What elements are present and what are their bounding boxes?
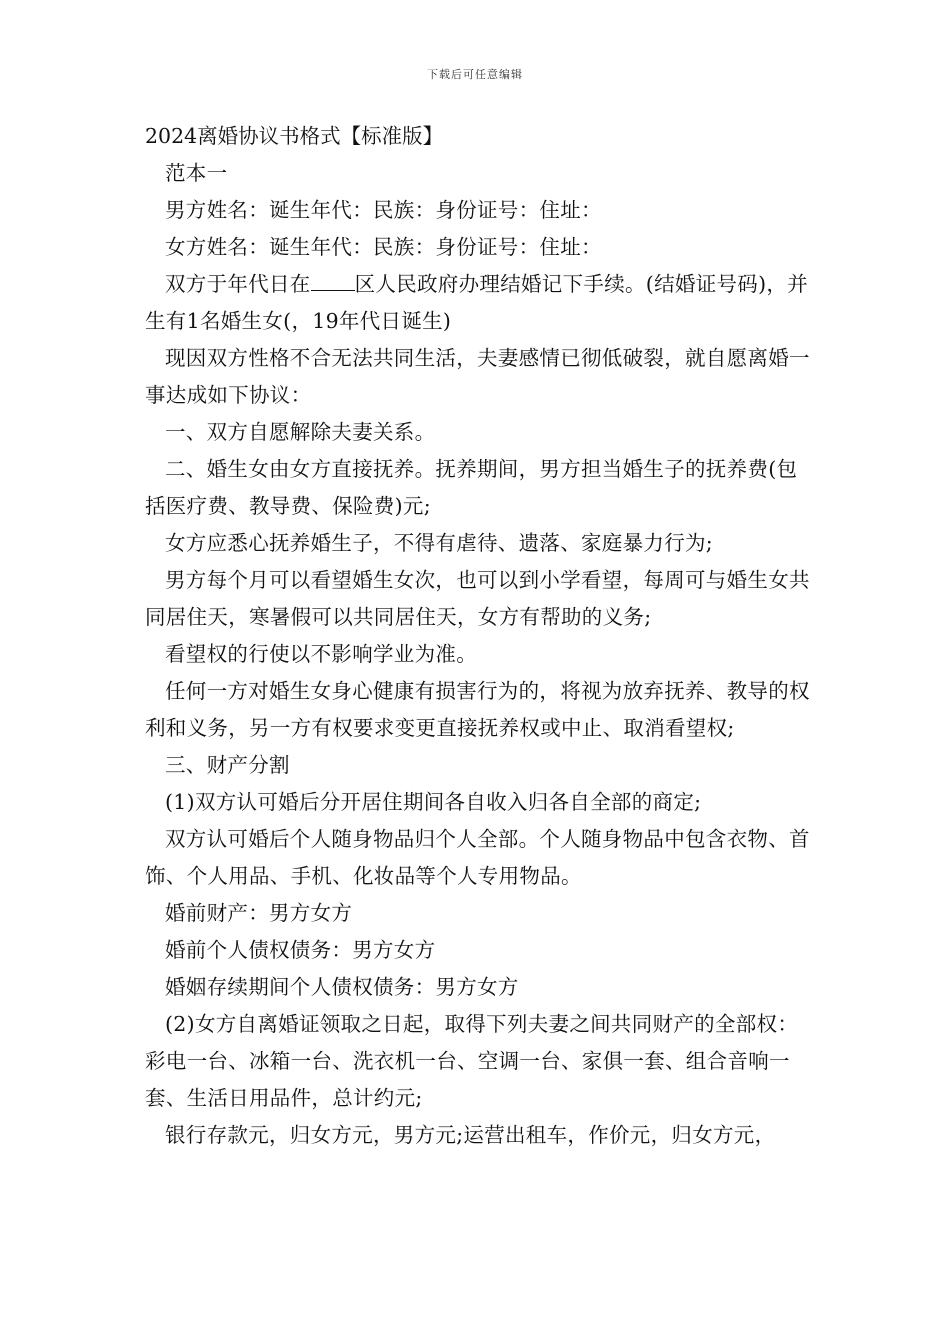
fill-in-blank	[311, 272, 355, 291]
paragraph-clause-3: 三、财产分割	[165, 753, 290, 777]
document-body	[145, 118, 810, 1154]
registration-text-before: 双方于年代日在	[165, 272, 311, 296]
paragraph-personal-items: 双方认可婚后个人随身物品归个人全部。个人随身物品中包含衣物、首饰、个人用品、手机、化妆品等个人专用物品。	[145, 827, 810, 888]
paragraph-visitation-limit: 看望权的行使以不影响学业为准。	[165, 642, 477, 666]
paragraph-sample-label: 范本一	[165, 161, 228, 185]
paragraph-female-info: 女方姓名：诞生年代：民族：身份证号：住址：	[165, 235, 602, 259]
paragraph-male-info: 男方姓名：诞生年代：民族：身份证号：住址：	[165, 198, 602, 222]
paragraph-care-duty: 女方应悉心抚养婚生子，不得有虐待、遗落、家庭暴力行为;	[165, 531, 714, 555]
paragraph-reason: 现因双方性格不合无法共同生活，夫妻感情已彻低破裂，就自愿离婚一事达成如下协议：	[145, 346, 810, 407]
paragraph-premarital-debts: 婚前个人债权债务：男方女方	[165, 938, 436, 962]
paragraph-bank-deposit: 银行存款元，归女方元，男方元;运营出租车，作价元，归女方元，	[165, 1123, 776, 1147]
paragraph-marriage-registration	[145, 266, 810, 340]
header-note: 下载后可任意编辑	[427, 68, 523, 81]
paragraph-marital-debts: 婚姻存续期间个人债权债务：男方女方	[165, 975, 519, 999]
document-title: 2024离婚协议书格式【标准版】	[145, 124, 444, 148]
paragraph-visitation: 男方每个月可以看望婚生女次，也可以到小学看望，每周可与婚生女共同居住天，寒暑假可以共同居住天，女方有帮助的义务;	[145, 568, 810, 629]
paragraph-clause-2: 二、婚生女由女方直接抚养。抚养期间，男方担当婚生子的抚养费(包括医疗费、教导费、保险费)元;	[145, 457, 798, 518]
paragraph-joint-property: (2)女方自离婚证领取之日起，取得下列夫妻之间共同财产的全部权：彩电一台、冰箱一台、洗衣机一台、空调一台、家俱一套、组合音响一套、生活日用品件，总计约元;	[145, 1012, 799, 1110]
registration-text-after: 区人民政府办理结婚记下手续。(结婚证号码)，并生有1名婚生女(，19年代日诞生)	[145, 272, 809, 333]
paragraph-income: (1)双方认可婚后分开居住期间各自收入归各自全部的商定;	[165, 790, 702, 814]
paragraph-harm-clause: 任何一方对婚生女身心健康有损害行为的，将视为放弃抚养、教导的权利和义务，另一方有权要求变更直接抚养权或中止、取消看望权;	[145, 679, 810, 740]
paragraph-clause-1: 一、双方自愿解除夫妻关系。	[165, 420, 436, 444]
paragraph-premarital-property: 婚前财产：男方女方	[165, 901, 353, 925]
